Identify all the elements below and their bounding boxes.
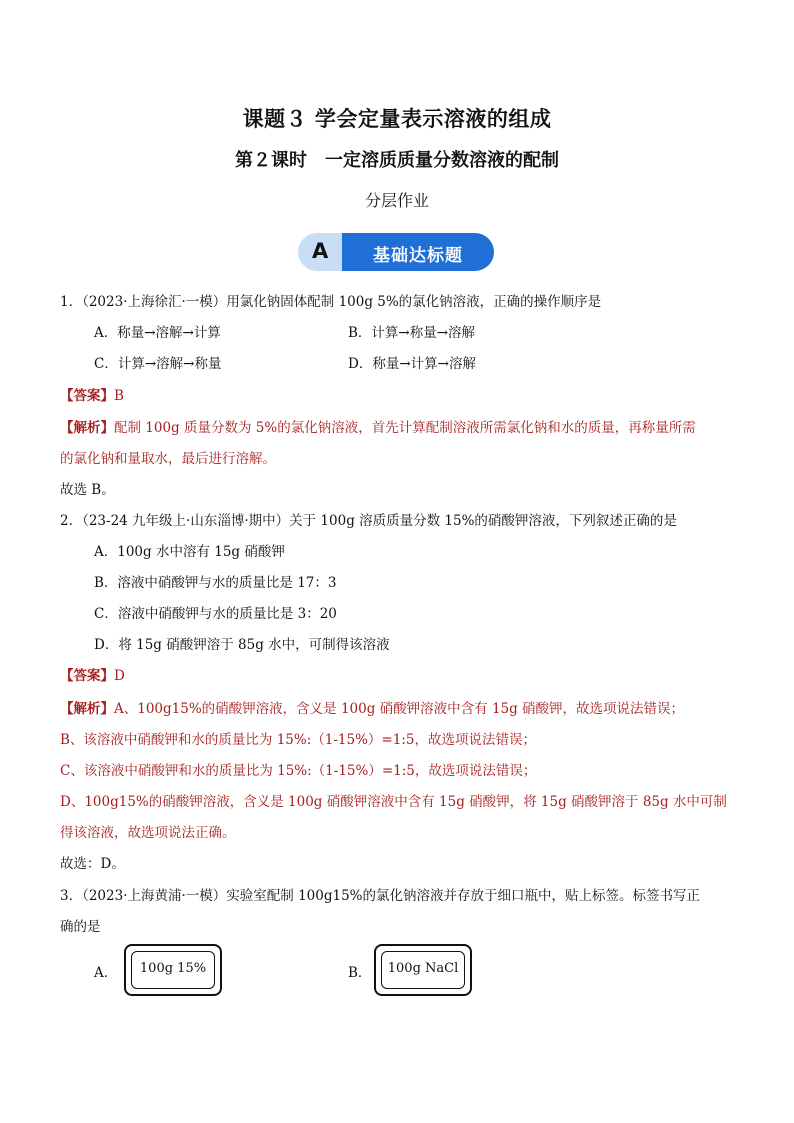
q1-option-d: D．称量→计算→溶解 bbox=[348, 356, 476, 372]
q1-option-c: C．计算→溶解→称量 bbox=[94, 356, 222, 372]
q2-analysis-d-line1: D、100g15%的硝酸钾溶液，含义是 100g 硝酸钾溶液中含有 15g 硝酸钾，将 15g 硝酸钾溶于 85g 水中可制 bbox=[60, 794, 727, 810]
q2-analysis-label: 【解析】 bbox=[60, 701, 114, 717]
q1-answer bbox=[60, 384, 124, 404]
q2-stem: 2．（23-24 九年级上·山东淄博·期中）关于 100g 溶质质量分数 15%的硝酸钾溶液，下列叙述正确的是 bbox=[60, 513, 677, 529]
q2-option-d: D．将 15g 硝酸钾溶于 85g 水中，可制得该溶液 bbox=[94, 637, 390, 653]
q2-analysis-b: B、该溶液中硝酸钾和水的质量比为 15%:（1-15%）=1:5，故选项说法错误； bbox=[60, 732, 536, 748]
q2-option-b: B．溶液中硝酸钾与水的质量比是 17：3 bbox=[94, 575, 337, 591]
q2-option-c: C．溶液中硝酸钾与水的质量比是 3：20 bbox=[94, 606, 337, 622]
q1-analysis-line1 bbox=[60, 416, 696, 436]
q1-analysis-line2: 的氯化钠和量取水，最后进行溶解。 bbox=[60, 451, 276, 467]
q3-option-a-label-box bbox=[124, 944, 222, 996]
badge-bar bbox=[342, 233, 494, 271]
q1-option-a: A．称量→溶解→计算 bbox=[94, 325, 221, 341]
q2-option-a: A．100g 水中溶有 15g 硝酸钾 bbox=[94, 544, 285, 560]
q3-option-b-label-text: 100g NaCl bbox=[387, 961, 459, 976]
q3-option-a-label-text: 100g 15% bbox=[139, 961, 207, 976]
q1-analysis-text1: 配制 100g 质量分数为 5%的氯化钠溶液，首先计算配制溶液所需氯化钠和水的质量，再称量所需 bbox=[114, 420, 696, 436]
q3-option-a-letter: A． bbox=[94, 965, 118, 981]
q1-answer-label: 【答案】 bbox=[60, 388, 114, 404]
page-title: 课题３ 学会定量表示溶液的组成 bbox=[242, 107, 552, 131]
lesson-subtitle: 第２课时 一定溶质质量分数溶液的配制 bbox=[235, 150, 559, 171]
badge-letter: A bbox=[312, 239, 329, 263]
q2-analysis-a-text: A、100g15%的硝酸钾溶液，含义是 100g 硝酸钾溶液中含有 15g 硝酸钾，故选项说法错误； bbox=[114, 701, 685, 717]
q3-option-b-label-box bbox=[374, 944, 472, 996]
badge-letter-circle bbox=[298, 233, 344, 271]
q1-option-b: B．计算→称量→溶解 bbox=[348, 325, 476, 341]
q3-stem-line2: 确的是 bbox=[60, 919, 101, 935]
q2-analysis-d-line2: 得该溶液，故选项说法正确。 bbox=[60, 825, 236, 841]
section-heading: 分层作业 bbox=[364, 191, 429, 210]
q2-answer-label: 【答案】 bbox=[60, 668, 114, 684]
q2-answer bbox=[60, 664, 125, 684]
q1-conclusion: 故选 B。 bbox=[60, 482, 115, 498]
q1-stem: 1．（2023·上海徐汇·一模）用氯化钠固体配制 100g 5%的氯化钠溶液，正确的操作顺序是 bbox=[60, 294, 602, 310]
level-badge bbox=[298, 233, 494, 271]
q2-answer-value: D bbox=[114, 668, 125, 684]
q3-option-b-letter: B． bbox=[348, 965, 372, 981]
q2-analysis-c: C、该溶液中硝酸钾和水的质量比为 15%:（1-15%）=1:5，故选项说法错误； bbox=[60, 763, 537, 779]
q2-analysis-a bbox=[60, 697, 684, 717]
badge-text: 基础达标题 bbox=[373, 246, 463, 266]
q1-analysis-label: 【解析】 bbox=[60, 420, 114, 436]
q3-stem-line1: 3．（2023·上海黄浦·一模）实验室配制 100g15%的氯化钠溶液并存放于细口瓶中，贴上标签。标签书写正 bbox=[60, 888, 700, 904]
q1-answer-value: B bbox=[114, 388, 124, 404]
q2-conclusion: 故选：D。 bbox=[60, 856, 125, 872]
